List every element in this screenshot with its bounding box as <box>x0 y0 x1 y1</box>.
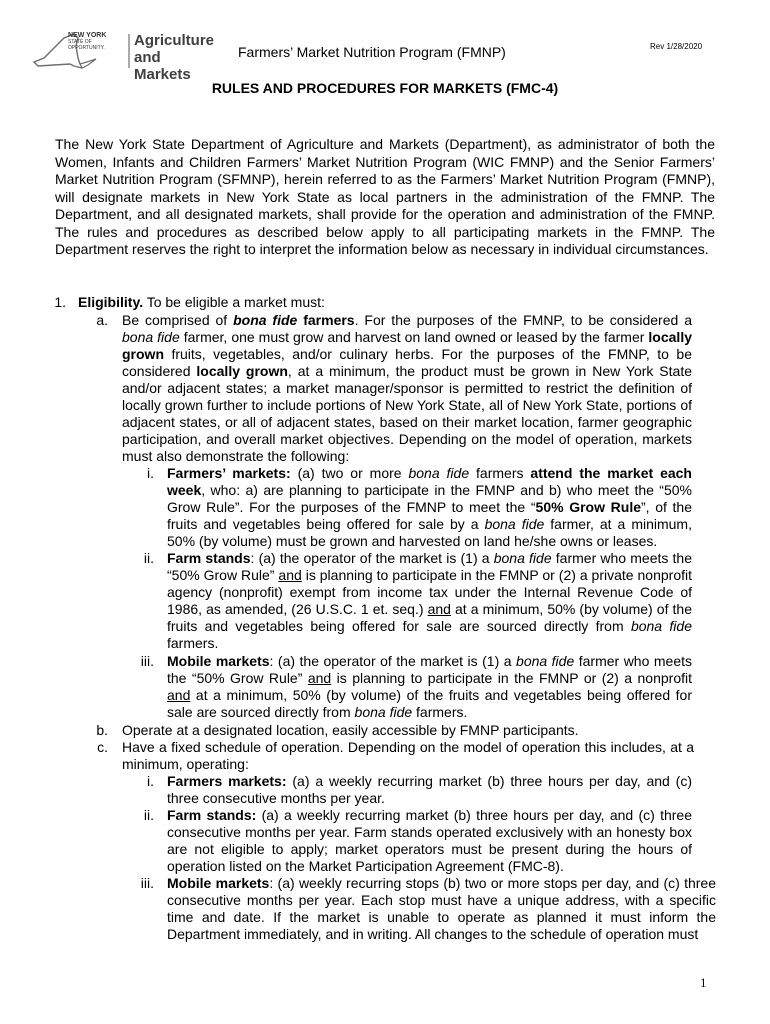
item-b-text: Operate at a designated location, easily accessible by FMNP participants. <box>122 722 579 738</box>
document-title: RULES AND PROCEDURES FOR MARKETS (FMC-4) <box>211 80 559 96</box>
item-b-marker: b. <box>96 722 108 738</box>
item-a-ii-text: Farm stands: (a) the operator of the market is (1) a bona fide farmer who meets the “50% Grow Rule” and is planning to participate in the FMNP or (2) a private nonprofit agency (nonprofit) exempt from income tax under the Internal Revenue Code of 1986, as amended, (26 U.S.C. 1 et. seq.) and at a minimum, 50% (by volume) of the fruits and vegetables being offered for sale are sourced directly from bona fide farmers. <box>167 550 693 651</box>
item-c-i-text: Farmers markets: (a) a weekly recurring market (b) three hours per day, and (c) three consecutive months per year. <box>167 773 692 806</box>
revision-date: Rev 1/28/2020 <box>650 42 703 51</box>
item-c-ii-marker: ii. <box>143 807 154 823</box>
item-c-marker: c. <box>97 739 108 755</box>
item-a-marker: a. <box>96 312 108 328</box>
program-title: Farmers’ Market Nutrition Program (FMNP) <box>238 44 506 60</box>
item-a-i-marker: i. <box>147 465 154 481</box>
logo-state-text: NEW YORK STATE OF OPPORTUNITY. <box>68 32 107 51</box>
nys-ag-markets-logo <box>30 28 220 83</box>
item-c-iii-marker: iii. <box>140 875 154 891</box>
logo-agency-name: Agriculture and Markets <box>134 32 215 83</box>
section-1-marker: 1. <box>54 294 66 310</box>
item-c-ii-text: Farm stands: (a) a weekly recurring market (b) three hours per day, and (c) three consecutive months per year. Farm stands operated exclusively with an honesty box are not eligible to apply; market operators must be present during the hours of operation listed on the Market Participation Agreement (FMC-8). <box>167 807 692 874</box>
intro-paragraph: The New York State Department of Agriculture and Markets (Department), as administrator of both the Women, Infants and Children Farmers’ Market Nutrition Program (WIC FMNP) and the Senior Farmers’ Market Nutrition Program (SFMNP), herein referred to as the Farmers’ Market Nutrition Program (FMNP), will designate markets in New York State as local partners in the administration of the FMNP. The Department, and all designated markets, shall provide for the operation and administration of the FMNP. The rules and procedures as described below apply to all participating markets in the FMNP. The Department reserves the right to interpret the information below as necessary in individual circumstances. <box>55 136 715 257</box>
item-a-text: Be comprised of bona fide farmers. For the purposes of the FMNP, to be considered a bona fide farmer, one must grow and harvest on land owned or leased by the farmer locally grown fruits, vegetables, and/or culinary herbs. For the purposes of the FMNP, to be considered locally grown, at a minimum, the product must be grown in New York State and/or adjacent states; a market manager/sponsor is permitted to restrict the definition of locally grown further to include portions of New York State, all of New York State, portions of adjacent states, or all of adjacent states, based on their market location, farmer geographic participation, and overall market objectives. Depending on the model of operation, markets must also demonstrate the following: <box>122 312 693 464</box>
item-a-iii-text: Mobile markets: (a) the operator of the market is (1) a bona fide farmer who meets the “50% Grow Rule” and is planning to participate in the FMNP or (2) a nonprofit and at a minimum, 50% (by volume) of the fruits and vegetables being offered for sale are sourced directly from bona fide farmers. <box>167 653 692 720</box>
page-number: 1 <box>700 975 707 990</box>
item-a-i-text: Farmers’ markets: (a) two or more bona fide farmers attend the market each week, who: a) are planning to participate in the FMNP and b) who meet the “50% Grow Rule”. For the purposes of the FMNP to meet the “50% Grow Rule”, of the fruits and vegetables being offered for sale by a bona fide farmer, at a minimum, 50% (by volume) must be grown and harvested on land he/she owns or leases. <box>167 465 693 549</box>
item-c-i-marker: i. <box>147 773 154 789</box>
section-1-heading: Eligibility. To be eligible a market must: <box>78 294 325 310</box>
item-a-iii-marker: iii. <box>140 653 154 669</box>
item-c-text: Have a fixed schedule of operation. Depending on the model of operation this includes, at a minimum, operating: <box>122 739 694 772</box>
item-c-iii-text: Mobile markets: (a) weekly recurring stops (b) two or more stops per day, and (c) three consecutive months per year. Each stop must have a unique address, with a specific time and date. If the market is unable to operate as planned it must inform the Department immediately, and in writing. All changes to the schedule of operation must <box>167 875 716 942</box>
item-a-ii-marker: ii. <box>143 550 154 566</box>
